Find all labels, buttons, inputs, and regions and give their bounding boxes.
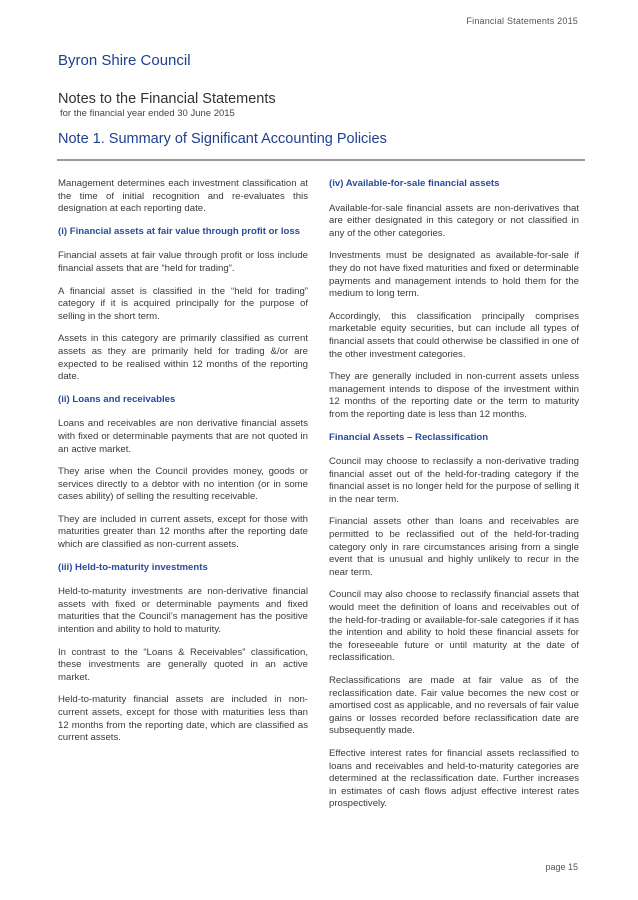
paragraph: Available-for-sale financial assets are non-derivatives that are either designated in this category or not classified in any of the other categories. [329, 202, 579, 239]
section-heading: (iii) Held-to-maturity investments [58, 561, 208, 573]
page-number: page 15 [545, 862, 578, 872]
page-title: Notes to the Financial Statements [58, 91, 276, 107]
section-heading: (ii) Loans and receivables [58, 393, 176, 405]
paragraph: A financial asset is classified in the “held for trading” category if it is acquired principally for the purpose of selling in the short term. [58, 285, 308, 322]
paragraph: Reclassifications are made at fair value as of the reclassification date. Fair value becomes the new cost or amortised cost as applicable, and no reversals of fair value gains or losses recorded before reclassification date are subsequently made. [329, 675, 579, 737]
paragraph: Loans and receivables are non derivative financial assets with fixed or determinable payments that are not quoted in an active market. [58, 418, 308, 455]
left-column [58, 178, 308, 755]
paragraph: Management determines each investment classification at the time of initial recognition and re-evaluates this designation at each reporting date. [58, 178, 308, 215]
section-heading: (i) Financial assets at fair value through profit or loss [58, 225, 301, 237]
right-column [329, 178, 579, 821]
organisation-name: Byron Shire Council [58, 52, 191, 69]
paragraph: They are included in current assets, except for those with maturities greater than 12 months after the reporting date which are classified as non-current assets. [58, 513, 308, 551]
paragraph: Held-to-maturity financial assets are included in non-current assets, except for those with maturities less than 12 months from the reporting date, which are classified as current assets. [58, 694, 308, 744]
paragraph: Council may choose to reclassify a non-derivative trading financial asset out of the held-for-trading category if the financial asset is no longer held for the purpose of selling it in the near term. [329, 456, 579, 505]
page-subtitle: for the financial year ended 30 June 2015 [60, 108, 235, 119]
paragraph: They are generally included in non-current assets unless management intends to dispose of the investment within 12 months of the reporting date or the term to maturity from the reporting date is less than 12 months. [329, 371, 579, 420]
paragraph: Council may also choose to reclassify financial assets that would meet the definition of loans and receivables out of the held-for-trading or available-for-sale categories if it has the intention and ability to hold these financial assets for the foreseeable future or until maturity at the date of reclassification. [329, 589, 579, 664]
paragraph: Financial assets other than loans and receivables are permitted to be reclassified out of the held-for-trading category only in rare circumstances arising from a single event that is unusual and highly unlikely to recur in the near term. [329, 516, 579, 578]
paragraph: Investments must be designated as available-for-sale if they do not have fixed maturities and fixed or determinable payments and management intends to hold them for the medium to long term. [329, 250, 579, 300]
section-divider [57, 159, 585, 161]
running-header: Financial Statements 2015 [466, 16, 578, 26]
paragraph: Accordingly, this classification principally comprises marketable equity securities, but can include all types of financial assets that could otherwise be classified in one of the other investment categories. [329, 310, 579, 360]
section-heading: Financial Assets – Reclassification [329, 431, 489, 443]
paragraph: They arise when the Council provides money, goods or services directly to a debtor with no intention (or in some cases ability) of selling the resulting receivable. [58, 466, 308, 503]
paragraph: Financial assets at fair value through profit or loss include financial assets that are “held for trading”. [58, 250, 308, 274]
paragraph: In contrast to the “Loans & Receivables” classification, these investments are generally quoted in an active market. [58, 646, 308, 683]
paragraph: Effective interest rates for financial assets reclassified to loans and receivables and held-to-maturity categories are determined at the reclassification date. Further increases in estimates of cash flows adjust effective interest rates prospectively. [329, 747, 579, 810]
note-title: Note 1. Summary of Significant Accounting Policies [58, 131, 387, 147]
paragraph: Assets in this category are primarily classified as current assets as they are primarily held for trading &/or are expected to be realised within 12 months of the reporting date. [58, 333, 308, 383]
section-heading: (iv) Available-for-sale financial assets [329, 178, 500, 189]
paragraph: Held-to-maturity investments are non-derivative financial assets with fixed or determinable payments and fixed maturities that the Council’s management has the positive intention and ability to hold to maturity. [58, 586, 308, 636]
